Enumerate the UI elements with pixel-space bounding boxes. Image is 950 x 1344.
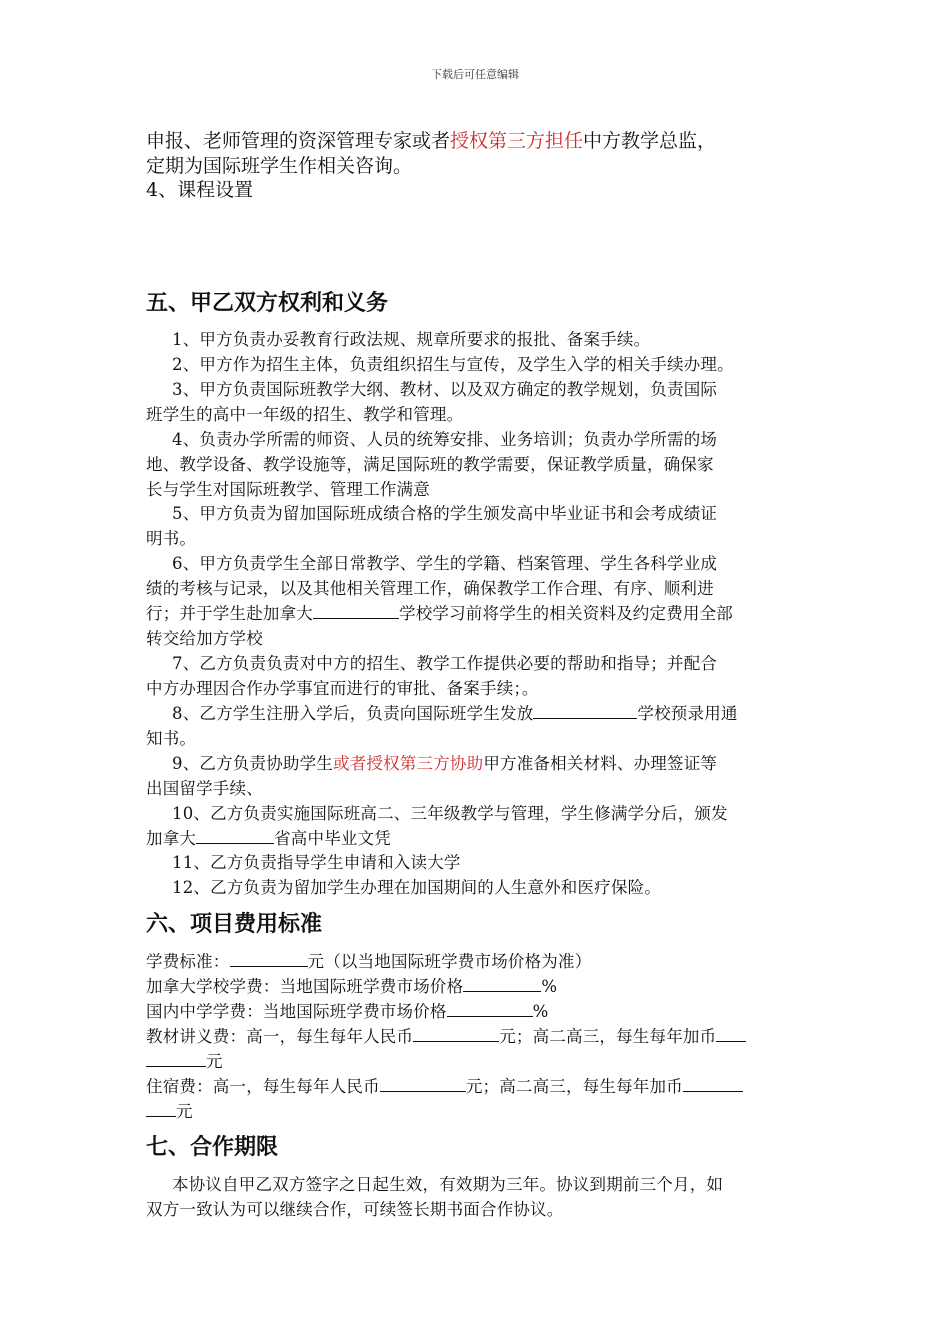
fill-blank[interactable] [463,977,541,992]
fill-blank[interactable] [683,1077,743,1092]
clause-12: 12、乙方负责为留加学生办理在加国期间的人生意外和医疗保险。 [172,878,661,897]
fill-blank[interactable] [716,1027,746,1042]
clause-text: 行；并于学生赴加拿大 [146,604,313,623]
clause-8-cont: 知书。 [146,729,197,748]
fee-unit: % [532,1002,549,1021]
fee-label: 加拿大学校学费：当地国际班学费市场价格 [146,977,464,996]
clause-9 [172,750,717,774]
intro-text: 中方教学总监， [583,130,717,152]
clause-4: 4、负责办学所需的师资、人员的统筹安排、业务培训；负责办学所需的场 [172,430,718,449]
clause-text: 学校学习前将学生的相关资料及约定费用全部 [399,604,733,623]
fill-blank[interactable] [146,1052,206,1067]
clause-5: 5、甲方负责为留加国际班成绩合格的学生颁发高中毕业证书和会考成绩证 [172,504,718,523]
highlight-text: 或者授权第三方协助 [333,754,484,773]
fee-label: 学费标准： [146,952,230,971]
clause-3: 3、甲方负责国际班教学大纲、教材、以及双方确定的教学规划，负责国际 [172,380,718,399]
clause-5-cont: 明书。 [146,529,197,548]
clause-text: 9、乙方负责协助学生 [172,754,333,773]
fee-unit: % [541,977,558,996]
fill-blank[interactable] [380,1077,466,1092]
term-paragraph-cont: 双方一致认为可以继续合作，可续签长期书面合作协议。 [146,1200,564,1219]
fee-unit: 元 [176,1102,193,1121]
intro-line-3: 4、课程设置 [146,179,254,201]
fee-text: 元；高二高三，每生每年加币 [499,1027,717,1046]
clause-text: 省高中毕业文凭 [274,829,392,848]
fill-blank[interactable] [230,952,308,967]
clause-6-cont: 绩的考核与记录，以及其他相关管理工作，确保教学工作合理、有序、顺利进 [146,579,714,598]
clause-7: 7、乙方负责负责对中方的招生、教学工作提供必要的帮助和指导；并配合 [172,654,718,673]
section-6-title: 六、项目费用标准 [146,912,323,937]
intro-line-1 [146,126,716,153]
section-5-title: 五、甲乙双方权利和义务 [146,291,389,316]
fill-blank[interactable] [313,604,399,619]
page-header-note: 下载后可任意编辑 [431,68,519,81]
fee-canada-school [146,973,557,997]
fill-blank[interactable] [447,1002,533,1017]
clause-4-cont: 地、教学设备、教学设施等，满足国际班的教学需要，保证教学质量，确保家 [146,455,714,474]
fee-label: 住宿费：高一，每生每年人民币 [146,1077,380,1096]
fee-text: 元；高二高三，每生每年加币 [465,1077,683,1096]
fill-blank[interactable] [146,1102,176,1117]
clause-6-cont: 转交给加方学校 [146,629,263,648]
fill-blank[interactable] [533,704,637,719]
fee-tuition [146,948,591,972]
clause-10: 10、乙方负责实施国际班高二、三年级教学与管理，学生修满学分后，颁发 [172,804,728,823]
clause-4-cont: 长与学生对国际班教学、管理工作满意 [146,480,430,499]
clause-7-cont: 中方办理因合作办学事宜而进行的审批、备案手续；。 [146,679,539,698]
intro-line-2: 定期为国际班学生作相关咨询。 [146,155,413,177]
fee-label: 国内中学学费：当地国际班学费市场价格 [146,1002,447,1021]
term-paragraph: 本协议自甲乙双方签字之日起生效，有效期为三年。协议到期前三个月，如 [172,1175,724,1194]
section-7-title: 七、合作期限 [146,1135,279,1160]
fee-text: 元（以当地国际班学费市场价格为准） [307,952,592,971]
intro-text: 申报、老师管理的资深管理专家或者 [146,130,451,152]
fee-materials-cont [146,1048,223,1072]
clause-2: 2、甲方作为招生主体，负责组织招生与宣传，及学生入学的相关手续办理。 [172,355,734,374]
fill-blank[interactable] [196,829,274,844]
clause-11: 11、乙方负责指导学生申请和入读大学 [172,853,461,872]
clause-8 [172,700,738,724]
clause-text: 8、乙方学生注册入学后，负责向国际班学生发放 [172,704,534,723]
clause-9-cont: 出国留学手续、 [146,779,263,798]
clause-text: 加拿大 [146,829,197,848]
clause-10-cont [146,825,391,849]
fee-accommodation-cont [146,1098,193,1122]
fee-label: 教材讲义费：高一，每生每年人民币 [146,1027,414,1046]
fee-accommodation [146,1073,743,1097]
clause-text: 甲方准备相关材料、办理签证等 [483,754,718,773]
clause-3-cont: 班学生的高中一年级的招生、教学和管理。 [146,405,464,424]
fee-materials [146,1023,746,1047]
fee-domestic-school [146,998,549,1022]
fill-blank[interactable] [413,1027,499,1042]
clause-6-cont [146,600,733,624]
clause-1: 1、甲方负责办妥教育行政法规、规章所要求的报批、备案手续。 [172,330,651,349]
clause-6: 6、甲方负责学生全部日常教学、学生的学籍、档案管理、学生各科学业成 [172,554,718,573]
clause-text: 学校预录用通 [637,704,738,723]
fee-unit: 元 [206,1052,223,1071]
highlight-text: 授权第三方担任 [450,130,584,152]
